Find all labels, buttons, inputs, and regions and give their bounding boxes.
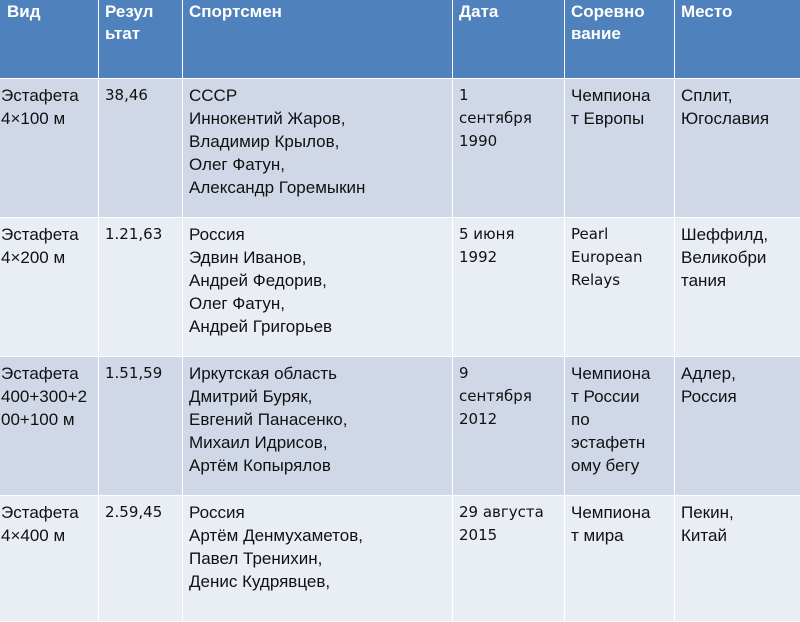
cell-competition: Чемпиона т России по эстафетн ому бегу xyxy=(565,357,675,496)
table-row xyxy=(0,218,800,357)
cell-place: Сплит, Югославия xyxy=(675,79,800,218)
cell-date: 29 августа 2015 xyxy=(453,496,565,622)
cell-result: 2.59,45 xyxy=(99,496,183,622)
cell-place: Пекин, Китай xyxy=(675,496,800,622)
header-place: Место xyxy=(675,0,800,79)
cell-date: 1 сентября 1990 xyxy=(453,79,565,218)
table-row xyxy=(0,79,800,218)
table-row xyxy=(0,496,800,622)
cell-place: Адлер, Россия xyxy=(675,357,800,496)
cell-place: Шеффилд, Великобри тания xyxy=(675,218,800,357)
cell-result: 1.21,63 xyxy=(99,218,183,357)
header-row xyxy=(0,0,800,79)
cell-athletes: СССР Иннокентий Жаров, Владимир Крылов, Олег Фатун, Александр Горемыкин xyxy=(183,79,453,218)
cell-date: 5 июня 1992 xyxy=(453,218,565,357)
table-row xyxy=(0,357,800,496)
cell-date: 9 сентября 2012 xyxy=(453,357,565,496)
cell-result: 38,46 xyxy=(99,79,183,218)
cell-competition: Чемпиона т Европы xyxy=(565,79,675,218)
cell-result: 1.51,59 xyxy=(99,357,183,496)
cell-competition: Чемпиона т мира xyxy=(565,496,675,622)
header-date: Дата xyxy=(453,0,565,79)
cell-athletes: Россия Артём Денмухаметов, Павел Тренихин, Денис Кудрявцев, xyxy=(183,496,453,622)
header-result: Резул ьтат xyxy=(99,0,183,79)
header-event: Вид xyxy=(0,0,99,79)
cell-athletes: Россия Эдвин Иванов, Андрей Федорив, Олег Фатун, Андрей Григорьев xyxy=(183,218,453,357)
cell-event: Эстафета 4×400 м xyxy=(0,496,99,622)
header-athlete: Спортсмен xyxy=(183,0,453,79)
cell-event: Эстафета 400+300+2 00+100 м xyxy=(0,357,99,496)
cell-athletes: Иркутская область Дмитрий Буряк, Евгений Панасенко, Михаил Идрисов, Артём Копырялов xyxy=(183,357,453,496)
cell-event: Эстафета 4×100 м xyxy=(0,79,99,218)
cell-competition: Pearl European Relays xyxy=(565,218,675,357)
header-competition: Соревно вание xyxy=(565,0,675,79)
cell-event: Эстафета 4×200 м xyxy=(0,218,99,357)
